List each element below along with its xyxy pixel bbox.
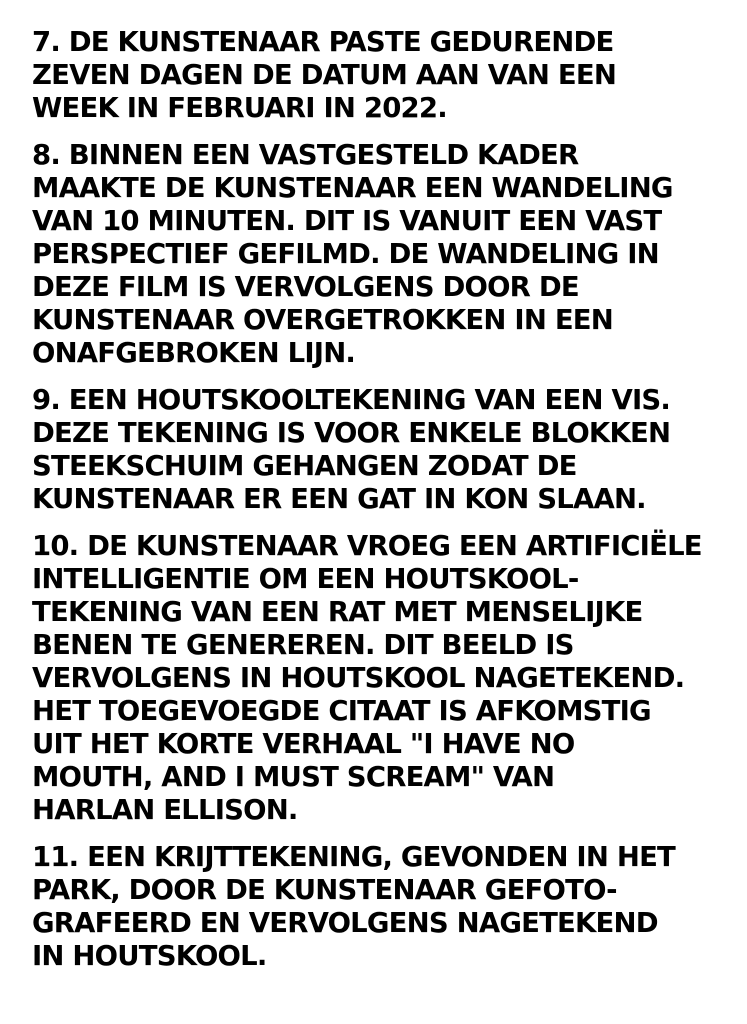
caption-line: DEZE FILM IS VERVOLGENS DOOR DE [32,271,579,303]
caption-line: MAAKTE DE KUNSTENAAR EEN WANDELING [32,172,673,204]
caption-line: BENEN TE GENEREREN. DIT BEELD IS [32,629,574,661]
caption-item-11 [32,841,732,973]
caption-item-9 [32,384,732,516]
caption-line: MOUTH, AND I MUST SCREAM" VAN [32,761,555,793]
caption-line: GRAFEERD EN VERVOLGENS NAGETEKEND [32,907,658,939]
caption-line: INTELLIGENTIE OM EEN HOUTSKOOL- [32,563,579,595]
caption-line: WEEK IN FEBRUARI IN 2022. [32,92,447,124]
caption-line: ONAFGEBROKEN LIJN. [32,337,356,369]
caption-line: PARK, DOOR DE KUNSTENAAR GEFOTO- [32,874,617,906]
caption-line: HET TOEGEVOEGDE CITAAT IS AFKOMSTIG [32,695,651,727]
caption-line: 8. BINNEN EEN VASTGESTELD KADER [32,139,579,171]
caption-line: DEZE TEKENING IS VOOR ENKELE BLOKKEN [32,417,671,449]
caption-line: 7. DE KUNSTENAAR PASTE GEDURENDE [32,26,614,58]
caption-line: KUNSTENAAR ER EEN GAT IN KON SLAAN. [32,483,646,515]
caption-line: UIT HET KORTE VERHAAL "I HAVE NO [32,728,575,760]
caption-item-10 [32,530,732,827]
caption-item-8 [32,139,732,370]
caption-line: PERSPECTIEF GEFILMD. DE WANDELING IN [32,238,659,270]
caption-line: ZEVEN DAGEN DE DATUM AAN VAN EEN [32,59,617,91]
caption-line: VERVOLGENS IN HOUTSKOOL NAGETEKEND. [32,662,685,694]
caption-line: TEKENING VAN EEN RAT MET MENSELIJKE [32,596,643,628]
caption-line: HARLAN ELLISON. [32,794,298,826]
caption-list [32,26,732,987]
caption-line: IN HOUTSKOOL. [32,940,267,972]
caption-line: 9. EEN HOUTSKOOLTEKENING VAN EEN VIS. [32,384,671,416]
caption-line: 10. DE KUNSTENAAR VROEG EEN ARTIFICIËLE [32,530,702,562]
caption-item-7 [32,26,732,125]
caption-line: VAN 10 MINUTEN. DIT IS VANUIT EEN VAST [32,205,662,237]
caption-line: 11. EEN KRIJTTEKENING, GEVONDEN IN HET [32,841,676,873]
caption-line: STEEKSCHUIM GEHANGEN ZODAT DE [32,450,577,482]
caption-line: KUNSTENAAR OVERGETROKKEN IN EEN [32,304,614,336]
